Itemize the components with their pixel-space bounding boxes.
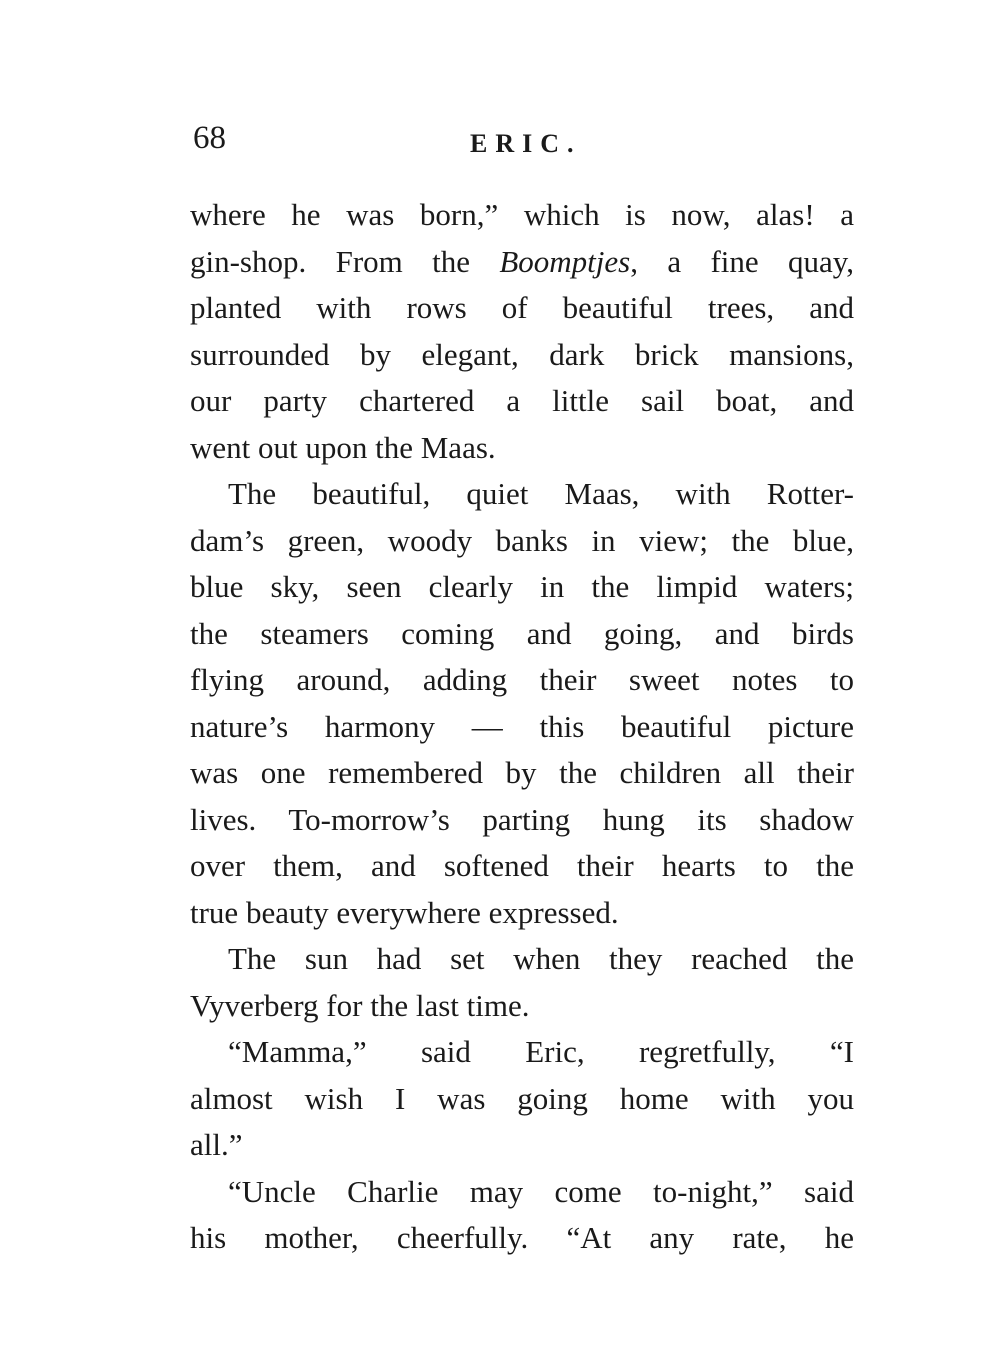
text-fragment: , a fine quay,: [630, 243, 854, 279]
running-head: ERIC.: [470, 129, 582, 158]
text-line: The sun had set when they reached the: [228, 941, 854, 976]
text-line: “Mamma,” said Eric, regretfully, “I: [228, 1034, 854, 1069]
text-line: blue sky, seen clearly in the limpid waters;: [190, 569, 854, 604]
text-fragment: gin-shop. From the: [190, 243, 500, 279]
text-line: was one remembered by the children all their: [190, 755, 854, 790]
text-line: dam’s green, woody banks in view; the blue,: [190, 522, 854, 558]
text-line: surrounded by elegant, dark brick mansions,: [190, 336, 854, 372]
text-line: nature’s harmony — this beautiful picture: [190, 708, 854, 744]
text-line: Vyverberg for the last time.: [190, 987, 530, 1023]
text-line: The beautiful, quiet Maas, with Rotter-: [228, 476, 854, 511]
text-line: all.”: [190, 1127, 243, 1162]
text-line: almost wish I was going home with you: [190, 1080, 854, 1116]
text-line: our party chartered a little sail boat, and: [190, 383, 854, 418]
text-line: [190, 239, 854, 286]
text-line: went out upon the Maas.: [190, 429, 496, 465]
text-line: his mother, cheerfully. “At any rate, he: [190, 1220, 854, 1255]
text-line: lives. To-morrow’s parting hung its shadow: [190, 801, 854, 837]
text-line: true beauty everywhere expressed.: [190, 894, 619, 930]
text-line: flying around, adding their sweet notes to: [190, 662, 854, 697]
text-line: “Uncle Charlie may come to-night,” said: [228, 1173, 854, 1209]
body-text: [190, 192, 854, 1262]
italic-place-name: Boomptjes: [499, 243, 631, 279]
text-line: where he was born,” which is now, alas! a: [190, 197, 854, 232]
text-line: planted with rows of beautiful trees, and: [190, 290, 854, 325]
text-line: over them, and softened their hearts to the: [190, 848, 854, 883]
text-line: the steamers coming and going, and birds: [190, 615, 854, 651]
page-number: 68: [193, 120, 226, 156]
